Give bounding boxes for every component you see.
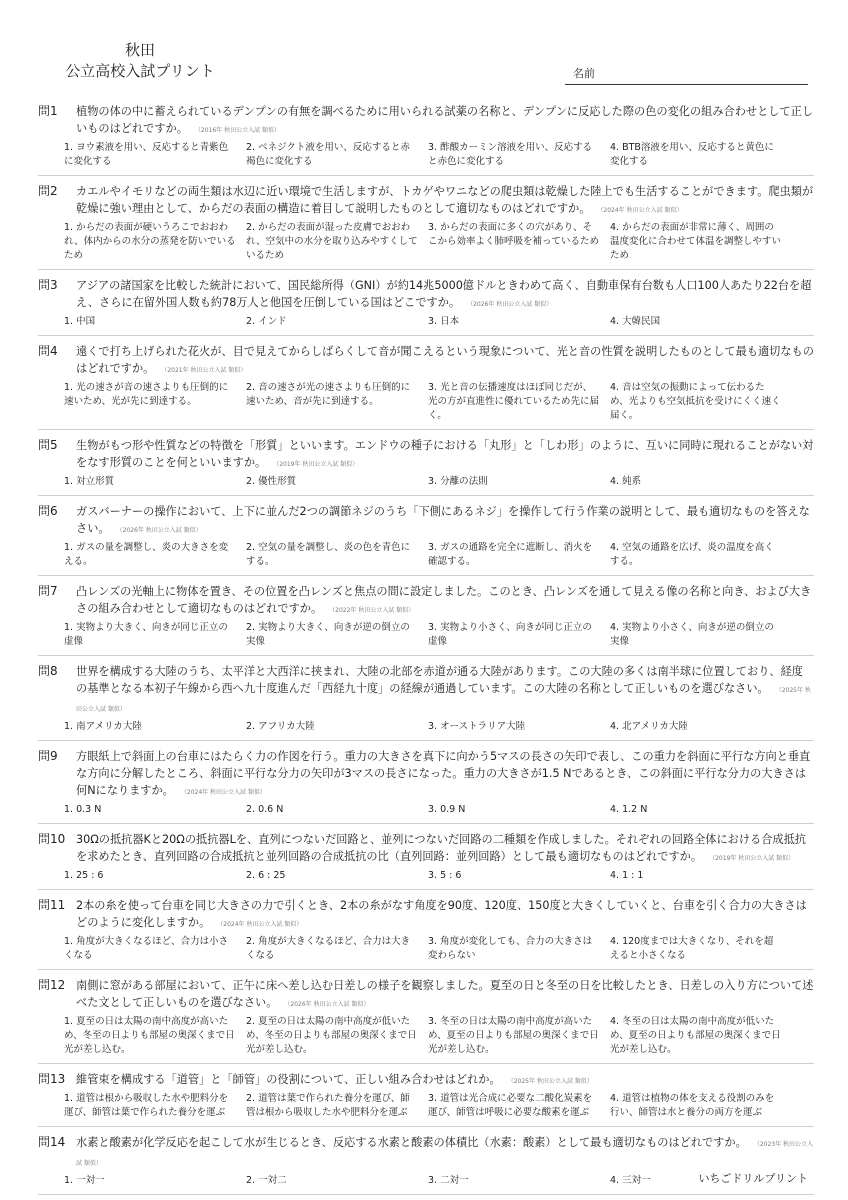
question-text: アジアの諸国家を比較した統計において、国民総所得（GNI）が約14兆5000億ドルときわめて高く、自動車保有台数も人口100人あたり22台を超え、さらに在留外国人数も約78万人と他国を圧倒している国はどこですか。	[76, 279, 812, 309]
answer-choice[interactable]: 1. 南アメリカ大陸	[64, 721, 142, 732]
question-head	[38, 831, 814, 867]
answer-choice[interactable]: 1. 実物より大きく、向きが同じ正立の虚像	[64, 622, 228, 647]
question-block	[38, 1064, 814, 1127]
question-text-wrap	[76, 503, 814, 539]
question-block	[38, 96, 814, 176]
question-text-wrap	[76, 277, 814, 313]
question-head	[38, 437, 814, 473]
question-head	[38, 183, 814, 219]
question-text: 30Ωの抵抗器Kと20Ωの抵抗器Lを、直列につないだ回路と、並列につないだ回路の二種類を作成しました。それぞれの回路全体における合成抵抗を求めたとき、直列回路の合成抵抗と並列回路の合成抵抗の比（直列回路：並列回路）として最も適切なものはどれですか。	[76, 833, 806, 863]
question-block	[38, 970, 814, 1064]
question-text: 生物がもつ形や性質などの特徴を「形質」といいます。エンドウの種子における「丸形」と「しわ形」のように、互いに同時に現れることがない対をなす形質のことを何といいますか。	[76, 439, 814, 469]
question-number: 問12	[38, 978, 66, 992]
answer-choice[interactable]: 3. 5 : 6	[428, 870, 462, 881]
question-text-wrap	[76, 831, 814, 867]
question-text: 水素と酸素が化学反応を起こして水が生じるとき、反応する水素と酸素の体積比（水素：酸素）として最も適切なものはどれですか。	[76, 1136, 747, 1149]
question-source: （2019年 秋田公立入試 類似）	[712, 855, 795, 862]
print-subtitle: 公立高校入試プリント	[65, 62, 215, 80]
name-field[interactable]	[565, 62, 808, 85]
question-source: （2016年 秋田公立入試 類似）	[197, 127, 280, 134]
question-text: 凸レンズの光軸上に物体を置き、その位置を凸レンズと焦点の間に設定しました。このとき、凸レンズを通して見える像の名称と向き、および大きさの組み合わせとして適切なものはどれですか。	[76, 585, 812, 615]
answer-choice[interactable]: 2. 角度が大きくなるほど、合力は大きくなる	[246, 936, 411, 961]
name-label: 名前	[573, 67, 595, 80]
choice-row	[64, 803, 814, 817]
choice-row	[64, 935, 814, 963]
answer-choice[interactable]: 1. 光の速さが音の速さよりも圧倒的に速いため、光が先に到達する。	[64, 382, 229, 407]
choice-row	[64, 315, 814, 329]
answer-choice[interactable]: 4. 実物より小さく、向きが逆の倒立の実像	[610, 622, 774, 647]
question-source: （2022年 秋田公立入試 類似）	[332, 607, 415, 614]
answer-choice[interactable]: 1. 対立形質	[64, 476, 115, 487]
question-head	[38, 977, 814, 1013]
choice-row	[64, 720, 814, 734]
question-number: 問5	[38, 438, 58, 452]
question-text: カエルやイモリなどの両生類は水辺に近い環境で生活しますが、トカゲやワニなどの爬虫類は乾燥した陸上でも生活することができます。爬虫類が乾燥に強い理由として、からだの表面の構造に着目して説明したものとして適切なものはどれですか。	[76, 185, 814, 215]
answer-choice[interactable]: 4. 1 : 1	[610, 870, 644, 881]
answer-choice[interactable]: 4. 冬至の日は太陽の南中高度が低いため、夏至の日よりも部屋の奥深くまで日光が差し込む。	[610, 1016, 781, 1055]
question-number: 問10	[38, 832, 66, 846]
choice-row	[64, 621, 814, 649]
question-source: （2026年 秋田公立入試 類似）	[470, 301, 553, 308]
answer-choice[interactable]: 2. 道管は葉で作られた養分を運び、師管は根から吸収した水や肥料分を運ぶ	[246, 1093, 410, 1118]
question-text-wrap	[76, 1134, 814, 1172]
question-source: （2024年 秋田公立入試 類似）	[183, 789, 266, 796]
question-number: 問11	[38, 898, 66, 912]
answer-choice[interactable]: 4. 純系	[610, 476, 642, 487]
question-block	[38, 176, 814, 270]
answer-choice[interactable]: 2. 夏至の日は太陽の南中高度が低いため、冬至の日よりも部屋の奥深くまで日光が差し込む。	[246, 1016, 417, 1055]
answer-choice[interactable]: 3. 日本	[428, 316, 460, 327]
answer-choice[interactable]: 4. BTB溶液を用い、反応すると黄色に変化する	[610, 142, 774, 167]
question-head	[38, 748, 814, 801]
answer-choice[interactable]: 4. 空気の通路を広げ、炎の温度を高くする。	[610, 542, 774, 567]
question-head	[38, 503, 814, 539]
question-text-wrap	[76, 897, 814, 933]
question-head	[38, 897, 814, 933]
question-number: 問13	[38, 1072, 66, 1086]
question-text: 植物の体の中に蓄えられているデンプンの有無を調べるために用いられる試薬の名称と、デンプンに反応した際の色の変化の組み合わせとして正しいものはどれですか。	[76, 105, 814, 135]
question-block	[38, 824, 814, 890]
answer-choice[interactable]: 2. アフリカ大陸	[246, 721, 315, 732]
answer-choice[interactable]: 1. 中国	[64, 316, 96, 327]
question-text: 世界を構成する大陸のうち、太平洋と大西洋に挟まれ、大陸の北部を赤道が通る大陸があります。この大陸の多くは南半球に位置しており、経度の基準となる本初子午線から西へ九十度進んだ「西経九十度」の経線が通過しています。この大陸の名称として正しいものを選びなさい。	[76, 665, 803, 695]
question-text-wrap	[76, 748, 814, 801]
question-source: （2026年 秋田公立入試 類似）	[119, 527, 202, 534]
question-block	[38, 336, 814, 430]
answer-choice[interactable]: 3. 実物より小さく、向きが同じ正立の虚像	[428, 622, 592, 647]
question-source: （2023年 秋田公立入試 類似）	[76, 1141, 813, 1167]
answer-choice[interactable]: 1. 夏至の日は太陽の南中高度が高いため、冬至の日よりも部屋の奥深くまで日光が差し込む。	[64, 1016, 235, 1055]
answer-choice[interactable]: 3. 角度が変化しても、合力の大きさは変わらない	[428, 936, 593, 961]
answer-choice[interactable]: 3. 酢酸カーミン溶液を用い、反応すると赤色に変化する	[428, 142, 593, 167]
answer-choice[interactable]: 3. 冬至の日は太陽の南中高度が高いため、夏至の日よりも部屋の奥深くまで日光が差し込む。	[428, 1016, 599, 1055]
footer-brand: いちごドリルプリント	[698, 1172, 808, 1185]
answer-choice[interactable]: 4. 大韓民国	[610, 316, 661, 327]
question-text: 南側に窓がある部屋において、正午に床へ差し込む日差しの様子を観察しました。夏至の日と冬至の日を比較したとき、日差しの入り方について述べた文として正しいものを選びなさい。	[76, 979, 814, 1009]
question-source: （2024年 秋田公立入試 類似）	[220, 921, 303, 928]
answer-choice[interactable]: 4. 道管は植物の体を支える役割のみを行い、師管は水と養分の両方を運ぶ	[610, 1093, 775, 1118]
question-text: 2本の糸を使って台車を同じ大きさの力で引くとき、2本の糸がなす角度を90度、120度、150度と大きくしていくと、台車を引く合力の大きさはどのように変化しますか。	[76, 899, 807, 929]
question-head	[38, 663, 814, 718]
answer-choice[interactable]: 3. オーストラリア大陸	[428, 721, 526, 732]
choice-row	[64, 869, 814, 883]
question-source: （2025年 秋田公立入試 類似）	[510, 1078, 593, 1085]
answer-choice[interactable]: 4. 1.2 N	[610, 804, 648, 815]
question-number: 問7	[38, 584, 58, 598]
answer-choice[interactable]: 4. 三対一	[610, 1175, 651, 1186]
question-text-wrap	[76, 437, 814, 473]
question-text-wrap	[76, 183, 814, 219]
answer-choice[interactable]: 4. 北アメリカ大陸	[610, 721, 688, 732]
question-block	[38, 741, 814, 824]
answer-choice[interactable]: 2. 実物より大きく、向きが逆の倒立の実像	[246, 622, 410, 647]
question-block	[38, 890, 814, 970]
answer-choice[interactable]: 1. 道管は根から吸収した水や肥料分を運び、師管は葉で作られた養分を運ぶ	[64, 1093, 229, 1118]
question-source: （2025年 秋田公立入試 類似）	[76, 687, 811, 713]
question-number: 問1	[38, 104, 58, 118]
question-head	[38, 1071, 814, 1090]
answer-choice[interactable]: 2. 6 : 25	[246, 870, 286, 881]
answer-choice[interactable]: 2. ベネジクト液を用い、反応すると赤褐色に変化する	[246, 142, 410, 167]
prefecture-label: 秋田	[124, 41, 155, 59]
answer-choice[interactable]: 3. ガスの通路を完全に遮断し、消火を確認する。	[428, 542, 593, 567]
answer-choice[interactable]: 2. 一対二	[246, 1175, 287, 1186]
question-number: 問4	[38, 344, 58, 358]
question-number: 問8	[38, 664, 58, 678]
answer-choice[interactable]: 1. 一対一	[64, 1175, 105, 1186]
answer-choice[interactable]: 3. 二対一	[428, 1175, 469, 1186]
question-source: （2024年 秋田公立入試 類似）	[600, 207, 683, 214]
question-number: 問14	[38, 1135, 66, 1149]
question-block	[38, 496, 814, 576]
answer-choice[interactable]: 1. 0.3 N	[64, 804, 102, 815]
answer-choice[interactable]: 1. ヨウ素液を用い、反応すると青紫色に変化する	[64, 142, 229, 167]
question-head	[38, 583, 814, 619]
question-head	[38, 343, 814, 379]
question-text: ガスバーナーの操作において、上下に並んだ2つの調節ネジのうち「下側にあるネジ」を操作して行う作業の説明として、最も適切なものを答えなさい。	[76, 505, 810, 535]
choice-row	[64, 475, 814, 489]
question-text-wrap	[76, 583, 814, 619]
question-text: 維管束を構成する「道管」と「師管」の役割について、正しい組み合わせはどれか。	[76, 1073, 501, 1086]
answer-choice[interactable]: 2. 音の速さが光の速さよりも圧倒的に速いため、音が先に到達する。	[246, 382, 411, 407]
question-text-wrap	[76, 977, 814, 1013]
answer-choice[interactable]: 2. からだの表面が湿った皮膚でおおわれ、空気中の水分を取り込みやすくしているため	[246, 222, 418, 261]
answer-choice[interactable]: 3. 0.9 N	[428, 804, 466, 815]
question-number: 問2	[38, 184, 58, 198]
question-source: （2021年 秋田公立入試 類似）	[164, 367, 247, 374]
choice-row	[64, 1092, 814, 1120]
answer-choice[interactable]: 3. 光と音の伝播速度はほぼ同じだが、光の方が直進性に優れているため先に届く。	[428, 382, 600, 421]
question-text-wrap	[76, 663, 814, 718]
question-head	[38, 277, 814, 313]
question-text: 方眼紙上で斜面上の台車にはたらく力の作図を行う。重力の大きさを真下に向かう5マスの長さの矢印で表し、この重力を斜面に平行な方向と垂直な方向に分解したところ、斜面に平行な分力の矢印が3マスの長さになった。重力の大きさが1.5 Nであるとき、この斜面に平行な分力の大きさは何Nになりますか。	[76, 750, 811, 797]
answer-choice[interactable]: 3. からだの表面に多くの穴があり、そこから効率よく肺呼吸を補っているため	[428, 222, 600, 247]
question-head	[38, 103, 814, 139]
question-block	[38, 270, 814, 336]
answer-choice[interactable]: 2. 0.6 N	[246, 804, 284, 815]
question-text-wrap	[76, 1071, 814, 1090]
choice-row	[64, 381, 814, 423]
answer-choice[interactable]: 1. 25 : 6	[64, 870, 104, 881]
question-head	[38, 1134, 814, 1172]
question-block	[38, 430, 814, 496]
question-text-wrap	[76, 103, 814, 139]
choice-row	[64, 141, 814, 169]
print-title	[60, 40, 220, 82]
answer-choice[interactable]: 1. 角度が大きくなるほど、合力は小さくなる	[64, 936, 229, 961]
question-text-wrap	[76, 343, 814, 379]
question-list	[38, 96, 814, 1195]
question-block	[38, 656, 814, 741]
question-number: 問3	[38, 278, 58, 292]
answer-choice[interactable]: 2. インド	[246, 316, 287, 327]
question-block	[38, 576, 814, 656]
answer-choice[interactable]: 4. からだの表面が非常に薄く、周囲の温度変化に合わせて体温を調整しやすいため	[610, 222, 782, 261]
answer-choice[interactable]: 1. からだの表面が硬いうろこでおおわれ、体内からの水分の蒸発を防いでいるため	[64, 222, 236, 261]
question-source: （2026年 秋田公立入試 類似）	[287, 1001, 370, 1008]
choice-row	[64, 221, 814, 263]
answer-choice[interactable]: 2. 優性形質	[246, 476, 297, 487]
question-number: 問9	[38, 749, 58, 763]
answer-choice[interactable]: 3. 道管は光合成に必要な二酸化炭素を運び、師管は呼吸に必要な酸素を運ぶ	[428, 1093, 593, 1118]
answer-choice[interactable]: 2. 空気の量を調整し、炎の色を青色にする。	[246, 542, 411, 567]
answer-choice[interactable]: 4. 音は空気の振動によって伝わるため、光よりも空気抵抗を受けにくく速く届く。	[610, 382, 781, 421]
answer-choice[interactable]: 4. 120度までは大きくなり、それを超えると小さくなる	[610, 936, 774, 961]
question-number: 問6	[38, 504, 58, 518]
choice-row	[64, 1015, 814, 1057]
question-text: 遠くで打ち上げられた花火が、目で見えてからしばらくして音が聞こえるという現象について、光と音の性質を説明したものとして最も適切なものはどれですか。	[76, 345, 814, 375]
question-source: （2019年 秋田公立入試 類似）	[276, 461, 359, 468]
choice-row	[64, 541, 814, 569]
answer-choice[interactable]: 1. ガスの量を調整し、炎の大きさを変える。	[64, 542, 229, 567]
answer-choice[interactable]: 3. 分離の法則	[428, 476, 488, 487]
